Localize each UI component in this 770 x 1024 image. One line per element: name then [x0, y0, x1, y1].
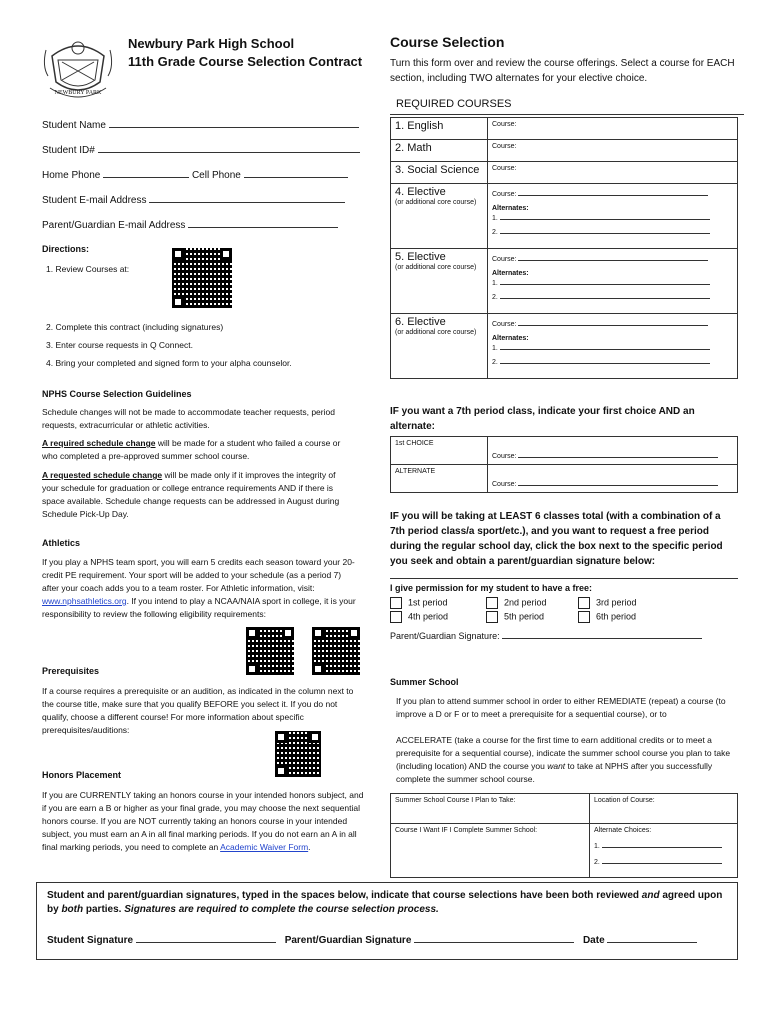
table-row — [391, 437, 738, 465]
guidelines-title: NPHS Course Selection Guidelines — [42, 389, 192, 399]
english-label: 1. English — [391, 118, 488, 140]
phone-fields[interactable] — [42, 170, 348, 181]
student-id-label: Student ID# — [42, 145, 95, 156]
summer-text-3: to take at NPHS after you successfully complete the summer school course. — [396, 761, 713, 784]
school-name: Newbury Park High School — [128, 36, 295, 51]
required-change-head: A required schedule change — [42, 438, 156, 448]
alt-choices-label: Alternate Choices: — [594, 827, 652, 834]
alternates-label: Alternates: — [492, 205, 529, 212]
naia-qr-code[interactable] — [312, 627, 360, 675]
parent-signature-label: Parent/Guardian Signature — [284, 935, 412, 946]
alternates-label: Alternates: — [492, 270, 529, 277]
required-courses-table — [390, 117, 738, 379]
signature-instructions — [47, 889, 727, 917]
table-row — [391, 118, 738, 140]
course-label: Course: — [492, 321, 517, 328]
footer-text-2: agreed upon by — [47, 890, 723, 915]
academic-waiver-link[interactable]: Academic Waiver Form — [220, 842, 309, 852]
summer-want: want — [547, 761, 566, 771]
table-row — [391, 794, 738, 824]
elective-4-label: 4. Elective — [395, 186, 446, 198]
summer-text-1: If you plan to attend summer school in order to either REMEDIATE (repeat) a course (to improve a D or F or to meet a prerequisite for a sequential course), or to — [396, 696, 726, 719]
summer-want-field[interactable]: Course I Want IF I Complete Summer School: — [391, 824, 590, 878]
parent-email-field[interactable] — [42, 220, 338, 231]
alt-1-label: 1. — [492, 280, 498, 287]
signature-label: Parent/Guardian Signature: — [390, 631, 500, 641]
course-selection-title: Course Selection — [390, 34, 505, 50]
prereq-qr-code[interactable] — [275, 731, 321, 777]
alt-1-label: 1. — [492, 215, 498, 222]
period-label: 2nd period — [504, 597, 547, 608]
math-course-field[interactable]: Course: — [488, 140, 738, 162]
student-signature-label: Student Signature — [47, 935, 134, 946]
elective-4-cell — [391, 184, 488, 249]
checkbox-icon — [390, 611, 402, 623]
alternate-label: ALTERNATE — [391, 465, 488, 493]
table-row — [391, 162, 738, 184]
checkbox-6th[interactable] — [578, 611, 636, 623]
student-email-field[interactable] — [42, 195, 345, 206]
date-label: Date — [582, 935, 605, 946]
summer-alt-choices[interactable] — [590, 824, 738, 878]
required-courses-header — [390, 96, 744, 115]
checkbox-2nd[interactable] — [486, 597, 547, 609]
student-signature-field[interactable] — [47, 935, 276, 946]
elective-5-cell — [391, 249, 488, 314]
cell-phone-label: Cell Phone — [191, 170, 241, 181]
course-label: Course: — [492, 481, 517, 488]
summer-school-title: Summer School — [390, 677, 459, 687]
signature-box — [36, 882, 738, 960]
footer-and: and — [641, 890, 660, 901]
athletics-title: Athletics — [42, 538, 81, 548]
summer-school-table — [390, 793, 738, 878]
permission-text: I give permission for my student to have a free: — [390, 583, 593, 593]
directions-title: Directions: — [42, 244, 90, 254]
athletics-link[interactable]: www.nphsathletics.org — [42, 596, 127, 606]
summer-text-2a: ACCELERATE (take a course for the first time to earn additional credits or to meet a prerequisite for a sequential course), indicate the summer school course you plan to take (including location) AND the course you — [396, 735, 731, 771]
footer-signature-fields — [47, 935, 697, 946]
period-label: 5th period — [504, 611, 545, 622]
student-id-field[interactable] — [42, 145, 360, 156]
footer-text-1: Student and parent/guardian signatures, typed in the spaces below, indicate that course selections have been both reviewed — [47, 890, 642, 901]
elective-5-note: (or additional core course) — [395, 264, 477, 271]
checkbox-1st[interactable] — [390, 597, 448, 609]
table-row — [391, 140, 738, 162]
guidelines-text-2 — [42, 437, 347, 463]
honors-text-body: If you are CURRENTLY taking an honors course in your intended honors subject, and if you are earn a B or higher as your final grade, you may choose the next sequential honors course. If you are NOT currently taking an honors course in your intended subject, you must earn an A in all final marking periods. If you do not earn an A in all final marking periods, you need to complete an — [42, 790, 364, 852]
alt-2-label: 2. — [492, 359, 498, 366]
prereq-title: Prerequisites — [42, 666, 100, 676]
elective-6-cell — [391, 314, 488, 379]
course-label: Course: — [492, 453, 517, 460]
athletics-text-1: If you play a NPHS team sport, you will earn 5 credits each season toward your 20-credit PE requirement. Your sport will be added to your schedule (as a period 7) after your coach adds you to a team roster. For Athletic information, visit: — [42, 557, 355, 593]
english-course-field[interactable]: Course: — [488, 118, 738, 140]
guidelines-text-1: Schedule changes will not be made to accommodate teacher requests, period requests, extracurricular or athletic activities. — [42, 407, 335, 430]
course-label: Course: — [492, 256, 517, 263]
period-label: 6th period — [596, 611, 637, 622]
first-choice-label: 1st CHOICE — [391, 437, 488, 465]
elective-5-label: 5. Elective — [395, 251, 446, 263]
contract-title: 11th Grade Course Selection Contract — [128, 54, 363, 69]
table-row — [391, 314, 738, 379]
course-label: Course: — [492, 191, 517, 198]
date-field[interactable] — [583, 935, 697, 946]
elective-6-fields[interactable] — [488, 314, 738, 379]
alternate-field[interactable] — [488, 465, 738, 493]
athletics-text — [42, 556, 360, 621]
checkbox-icon — [390, 597, 402, 609]
checkbox-icon — [486, 597, 498, 609]
checkbox-icon — [578, 597, 590, 609]
period-label: 3rd period — [596, 597, 637, 608]
table-row — [391, 824, 738, 878]
requested-change-text: will be made only if it improves the integrity of your schedule for graduation or college entrance requirements AND if there is space available. Schedule change requests can be addressed in August during Schedule Pick-Up Day. — [42, 470, 340, 519]
requested-change-head: A requested schedule change — [42, 470, 163, 480]
student-name-field[interactable] — [42, 120, 359, 131]
seventh-period-table — [390, 436, 738, 493]
free-period-box — [390, 578, 738, 649]
alt-2-label: 2. — [492, 229, 498, 236]
student-name-label: Student Name — [42, 120, 106, 131]
elective-6-note: (or additional core course) — [395, 329, 477, 336]
home-phone-label: Home Phone — [42, 170, 101, 181]
summer-text-2 — [396, 734, 736, 786]
summer-plan-field[interactable]: Summer School Course I Plan to Take: — [391, 794, 590, 824]
checkbox-3rd[interactable] — [578, 597, 637, 609]
checkbox-icon — [578, 611, 590, 623]
elective-4-note: (or additional core course) — [395, 199, 477, 206]
parent-email-label: Parent/Guardian E-mail Address — [42, 220, 186, 231]
student-email-label: Student E-mail Address — [42, 195, 147, 206]
footer-required: Signatures are required to complete the course selection process. — [124, 904, 439, 915]
direction-step-2: 2. Complete this contract (including signatures) — [46, 322, 224, 332]
summer-location-field[interactable]: Location of Course: — [590, 794, 738, 824]
social-science-course-field[interactable]: Course: — [488, 162, 738, 184]
alt-2-label: 2. — [594, 859, 600, 866]
required-change-text: will be made for a student who failed a course or who completed a pre-approved summer school course. — [42, 438, 341, 461]
honors-text-end: . — [308, 842, 311, 852]
course-selection-intro: Turn this form over and review the course offerings. Select a course for EACH section, including TWO alternates for your elective choice. — [390, 58, 735, 84]
honors-text — [42, 789, 364, 854]
checkbox-icon — [486, 611, 498, 623]
school-crest — [38, 26, 118, 106]
parent-signature-field[interactable] — [285, 935, 574, 946]
checkbox-4th[interactable] — [390, 611, 448, 623]
courses-qr-code[interactable] — [172, 248, 232, 308]
athletics-text-2: . If you intend to play a NCAA/NAIA sport in college, it is your responsibility to review the following eligibility requirements: — [42, 596, 356, 619]
elective-6-label: 6. Elective — [395, 316, 446, 328]
period-label: 4th period — [408, 611, 449, 622]
social-science-label: 3. Social Science — [391, 162, 488, 184]
crest-text: NEWBURY PARK — [54, 90, 102, 96]
footer-both: both — [61, 904, 84, 915]
table-row — [391, 465, 738, 493]
seventh-period-heading: IF you want a 7th period class, indicate your first choice AND an alternate: — [390, 406, 695, 432]
alt-1-label: 1. — [492, 345, 498, 352]
direction-step-4: 4. Bring your completed and signed form to your alpha counselor. — [46, 358, 292, 368]
guidelines-text-3 — [42, 469, 352, 521]
honors-title: Honors Placement — [42, 770, 122, 780]
first-choice-field[interactable] — [488, 437, 738, 465]
required-courses-title: REQUIRED COURSES — [396, 98, 512, 110]
alt-2-label: 2. — [492, 294, 498, 301]
free-period-heading: IF you will be taking at LEAST 6 classes total (with a combination of a 7th period class/a sport/etc.), and you want to request a free period during the regular school day, click the box next to the specific period you seek and obtain a parent/guardian signature below: — [390, 511, 723, 567]
footer-text-3: parties. — [83, 904, 125, 915]
math-label: 2. Math — [391, 140, 488, 162]
table-row — [391, 184, 738, 249]
direction-step-3: 3. Enter course requests in Q Connect. — [46, 340, 193, 350]
ncaa-qr-code[interactable] — [246, 627, 294, 675]
elective-5-fields[interactable] — [488, 249, 738, 314]
alternates-label: Alternates: — [492, 335, 529, 342]
free-period-signature-field[interactable] — [390, 631, 702, 641]
prereq-text: If a course requires a prerequisite or an audition, as indicated in the column next to the course title, make sure that you qualify BEFORE you select it. If you do not qualify, choose a different course! For more information about specific prerequisites/auditions: — [42, 686, 354, 735]
direction-step-1: 1. Review Courses at: — [46, 264, 130, 274]
checkbox-5th[interactable] — [486, 611, 544, 623]
elective-4-fields[interactable] — [488, 184, 738, 249]
period-label: 1st period — [408, 597, 448, 608]
alt-1-label: 1. — [594, 843, 600, 850]
table-row — [391, 249, 738, 314]
